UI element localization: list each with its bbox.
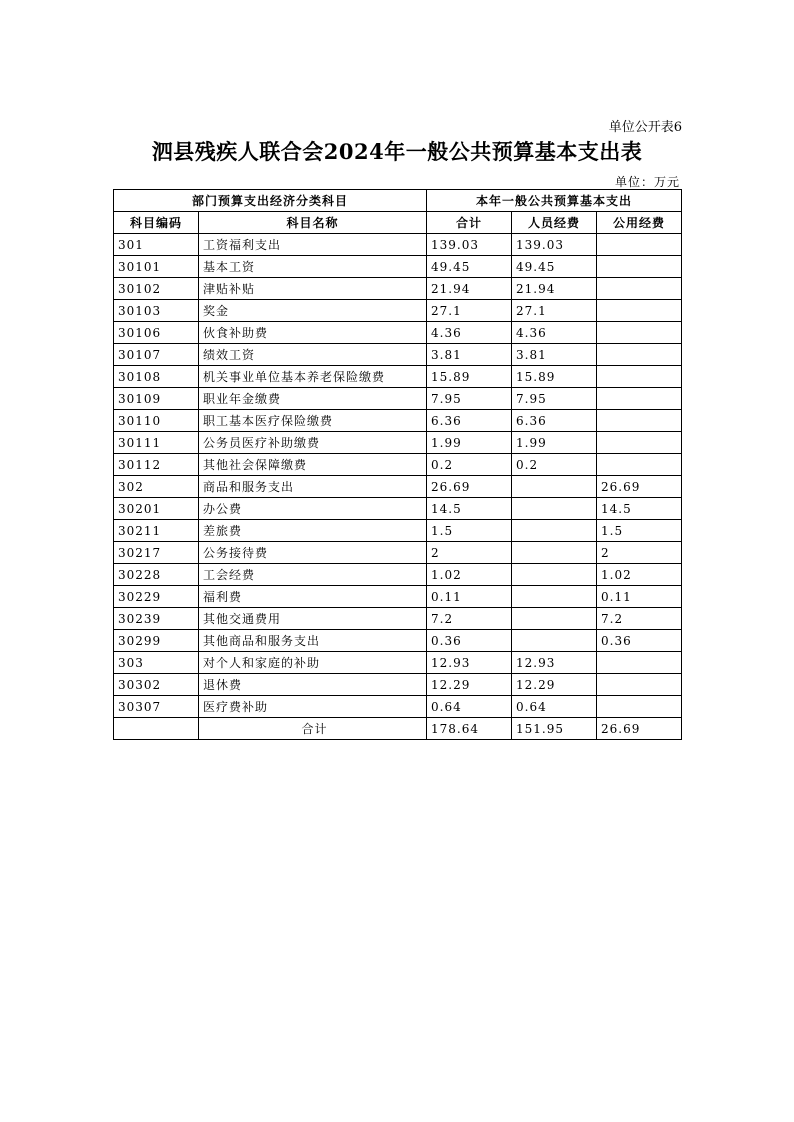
row-name: 工资福利支出 <box>199 234 427 256</box>
header-code: 科目编码 <box>114 212 199 234</box>
row-name: 公务员医疗补助缴费 <box>199 432 427 454</box>
table-row <box>114 608 682 630</box>
row-code: 30239 <box>114 608 199 630</box>
row-total: 12.29 <box>427 674 512 696</box>
row-public <box>597 234 682 256</box>
row-name: 奖金 <box>199 300 427 322</box>
row-code: 302 <box>114 476 199 498</box>
row-personnel: 139.03 <box>512 234 597 256</box>
table-row <box>114 476 682 498</box>
row-personnel: 21.94 <box>512 278 597 300</box>
row-total: 1.02 <box>427 564 512 586</box>
row-total: 2 <box>427 542 512 564</box>
total-row <box>114 718 682 740</box>
row-code: 30228 <box>114 564 199 586</box>
row-public: 26.69 <box>597 476 682 498</box>
budget-body <box>114 234 682 718</box>
row-total: 1.99 <box>427 432 512 454</box>
table-row <box>114 388 682 410</box>
row-code: 30111 <box>114 432 199 454</box>
row-public <box>597 322 682 344</box>
total-row-label: 合计 <box>199 718 427 740</box>
row-personnel: 1.99 <box>512 432 597 454</box>
header-group-right: 本年一般公共预算基本支出 <box>427 190 682 212</box>
row-personnel <box>512 564 597 586</box>
row-public <box>597 454 682 476</box>
row-total: 26.69 <box>427 476 512 498</box>
table-row <box>114 674 682 696</box>
row-total: 7.2 <box>427 608 512 630</box>
row-code: 30102 <box>114 278 199 300</box>
header-name: 科目名称 <box>199 212 427 234</box>
table-row <box>114 366 682 388</box>
total-row-total: 178.64 <box>427 718 512 740</box>
row-name: 其他社会保障缴费 <box>199 454 427 476</box>
header-personnel: 人员经费 <box>512 212 597 234</box>
row-total: 139.03 <box>427 234 512 256</box>
total-row-public: 26.69 <box>597 718 682 740</box>
row-code: 301 <box>114 234 199 256</box>
row-public <box>597 674 682 696</box>
row-personnel <box>512 542 597 564</box>
row-name: 职业年金缴费 <box>199 388 427 410</box>
row-public <box>597 366 682 388</box>
header-total: 合计 <box>427 212 512 234</box>
row-total: 21.94 <box>427 278 512 300</box>
row-name: 基本工资 <box>199 256 427 278</box>
table-row <box>114 344 682 366</box>
row-personnel <box>512 608 597 630</box>
row-personnel: 4.36 <box>512 322 597 344</box>
header-group-left: 部门预算支出经济分类科目 <box>114 190 427 212</box>
table-row <box>114 256 682 278</box>
row-code: 30106 <box>114 322 199 344</box>
row-personnel: 15.89 <box>512 366 597 388</box>
row-code: 30302 <box>114 674 199 696</box>
row-personnel: 12.93 <box>512 652 597 674</box>
row-name: 对个人和家庭的补助 <box>199 652 427 674</box>
row-name: 差旅费 <box>199 520 427 542</box>
table-row <box>114 454 682 476</box>
row-total: 49.45 <box>427 256 512 278</box>
row-personnel <box>512 630 597 652</box>
table-row <box>114 696 682 718</box>
row-total: 7.95 <box>427 388 512 410</box>
row-personnel: 49.45 <box>512 256 597 278</box>
row-public <box>597 410 682 432</box>
row-total: 1.5 <box>427 520 512 542</box>
row-name: 伙食补助费 <box>199 322 427 344</box>
row-code: 30217 <box>114 542 199 564</box>
row-total: 3.81 <box>427 344 512 366</box>
row-code: 30110 <box>114 410 199 432</box>
row-total: 15.89 <box>427 366 512 388</box>
header-column-row <box>114 212 682 234</box>
row-total: 0.36 <box>427 630 512 652</box>
row-code: 30108 <box>114 366 199 388</box>
row-total: 27.1 <box>427 300 512 322</box>
row-public <box>597 388 682 410</box>
row-public: 2 <box>597 542 682 564</box>
row-code: 30109 <box>114 388 199 410</box>
row-public: 7.2 <box>597 608 682 630</box>
row-personnel: 6.36 <box>512 410 597 432</box>
row-total: 0.64 <box>427 696 512 718</box>
header-public: 公用经费 <box>597 212 682 234</box>
row-public <box>597 256 682 278</box>
page-title: 泗县残疾人联合会2024年一般公共预算基本支出表 <box>151 139 643 164</box>
row-code: 30201 <box>114 498 199 520</box>
table-row <box>114 564 682 586</box>
row-personnel <box>512 520 597 542</box>
row-total: 12.93 <box>427 652 512 674</box>
table-row <box>114 520 682 542</box>
row-public: 14.5 <box>597 498 682 520</box>
row-total: 6.36 <box>427 410 512 432</box>
row-name: 公务接待费 <box>199 542 427 564</box>
row-public: 0.36 <box>597 630 682 652</box>
row-personnel: 0.2 <box>512 454 597 476</box>
row-code: 30103 <box>114 300 199 322</box>
row-code: 30101 <box>114 256 199 278</box>
table-row <box>114 498 682 520</box>
row-name: 商品和服务支出 <box>199 476 427 498</box>
row-name: 机关事业单位基本养老保险缴费 <box>199 366 427 388</box>
row-code: 30229 <box>114 586 199 608</box>
table-row <box>114 410 682 432</box>
row-name: 津贴补贴 <box>199 278 427 300</box>
table-row <box>114 234 682 256</box>
row-name: 福利费 <box>199 586 427 608</box>
row-name: 职工基本医疗保险缴费 <box>199 410 427 432</box>
row-total: 14.5 <box>427 498 512 520</box>
page-label: 单位公开表6 <box>608 120 682 135</box>
row-public <box>597 344 682 366</box>
row-personnel: 12.29 <box>512 674 597 696</box>
row-personnel: 27.1 <box>512 300 597 322</box>
row-name: 其他交通费用 <box>199 608 427 630</box>
row-code: 30299 <box>114 630 199 652</box>
row-public: 1.02 <box>597 564 682 586</box>
row-name: 办公费 <box>199 498 427 520</box>
row-name: 退休费 <box>199 674 427 696</box>
row-code: 303 <box>114 652 199 674</box>
row-public: 0.11 <box>597 586 682 608</box>
row-name: 绩效工资 <box>199 344 427 366</box>
row-total: 0.11 <box>427 586 512 608</box>
row-public <box>597 278 682 300</box>
unit-label: 单位：万元 <box>614 175 680 189</box>
row-code: 30211 <box>114 520 199 542</box>
row-code: 30307 <box>114 696 199 718</box>
table-row <box>114 432 682 454</box>
row-public <box>597 300 682 322</box>
row-public <box>597 432 682 454</box>
row-public <box>597 696 682 718</box>
row-personnel <box>512 586 597 608</box>
budget-table <box>113 189 682 740</box>
row-name: 工会经费 <box>199 564 427 586</box>
row-public: 1.5 <box>597 520 682 542</box>
row-code: 30112 <box>114 454 199 476</box>
row-personnel: 7.95 <box>512 388 597 410</box>
table-row <box>114 300 682 322</box>
row-total: 0.2 <box>427 454 512 476</box>
table-row <box>114 586 682 608</box>
table-row <box>114 278 682 300</box>
row-code: 30107 <box>114 344 199 366</box>
row-personnel: 3.81 <box>512 344 597 366</box>
total-row-code <box>114 718 199 740</box>
row-public <box>597 652 682 674</box>
header-group-row <box>114 190 682 212</box>
total-row-personnel: 151.95 <box>512 718 597 740</box>
row-personnel: 0.64 <box>512 696 597 718</box>
table-row <box>114 652 682 674</box>
row-name: 医疗费补助 <box>199 696 427 718</box>
row-total: 4.36 <box>427 322 512 344</box>
row-personnel <box>512 476 597 498</box>
row-name: 其他商品和服务支出 <box>199 630 427 652</box>
table-row <box>114 322 682 344</box>
table-row <box>114 630 682 652</box>
table-row <box>114 542 682 564</box>
row-personnel <box>512 498 597 520</box>
